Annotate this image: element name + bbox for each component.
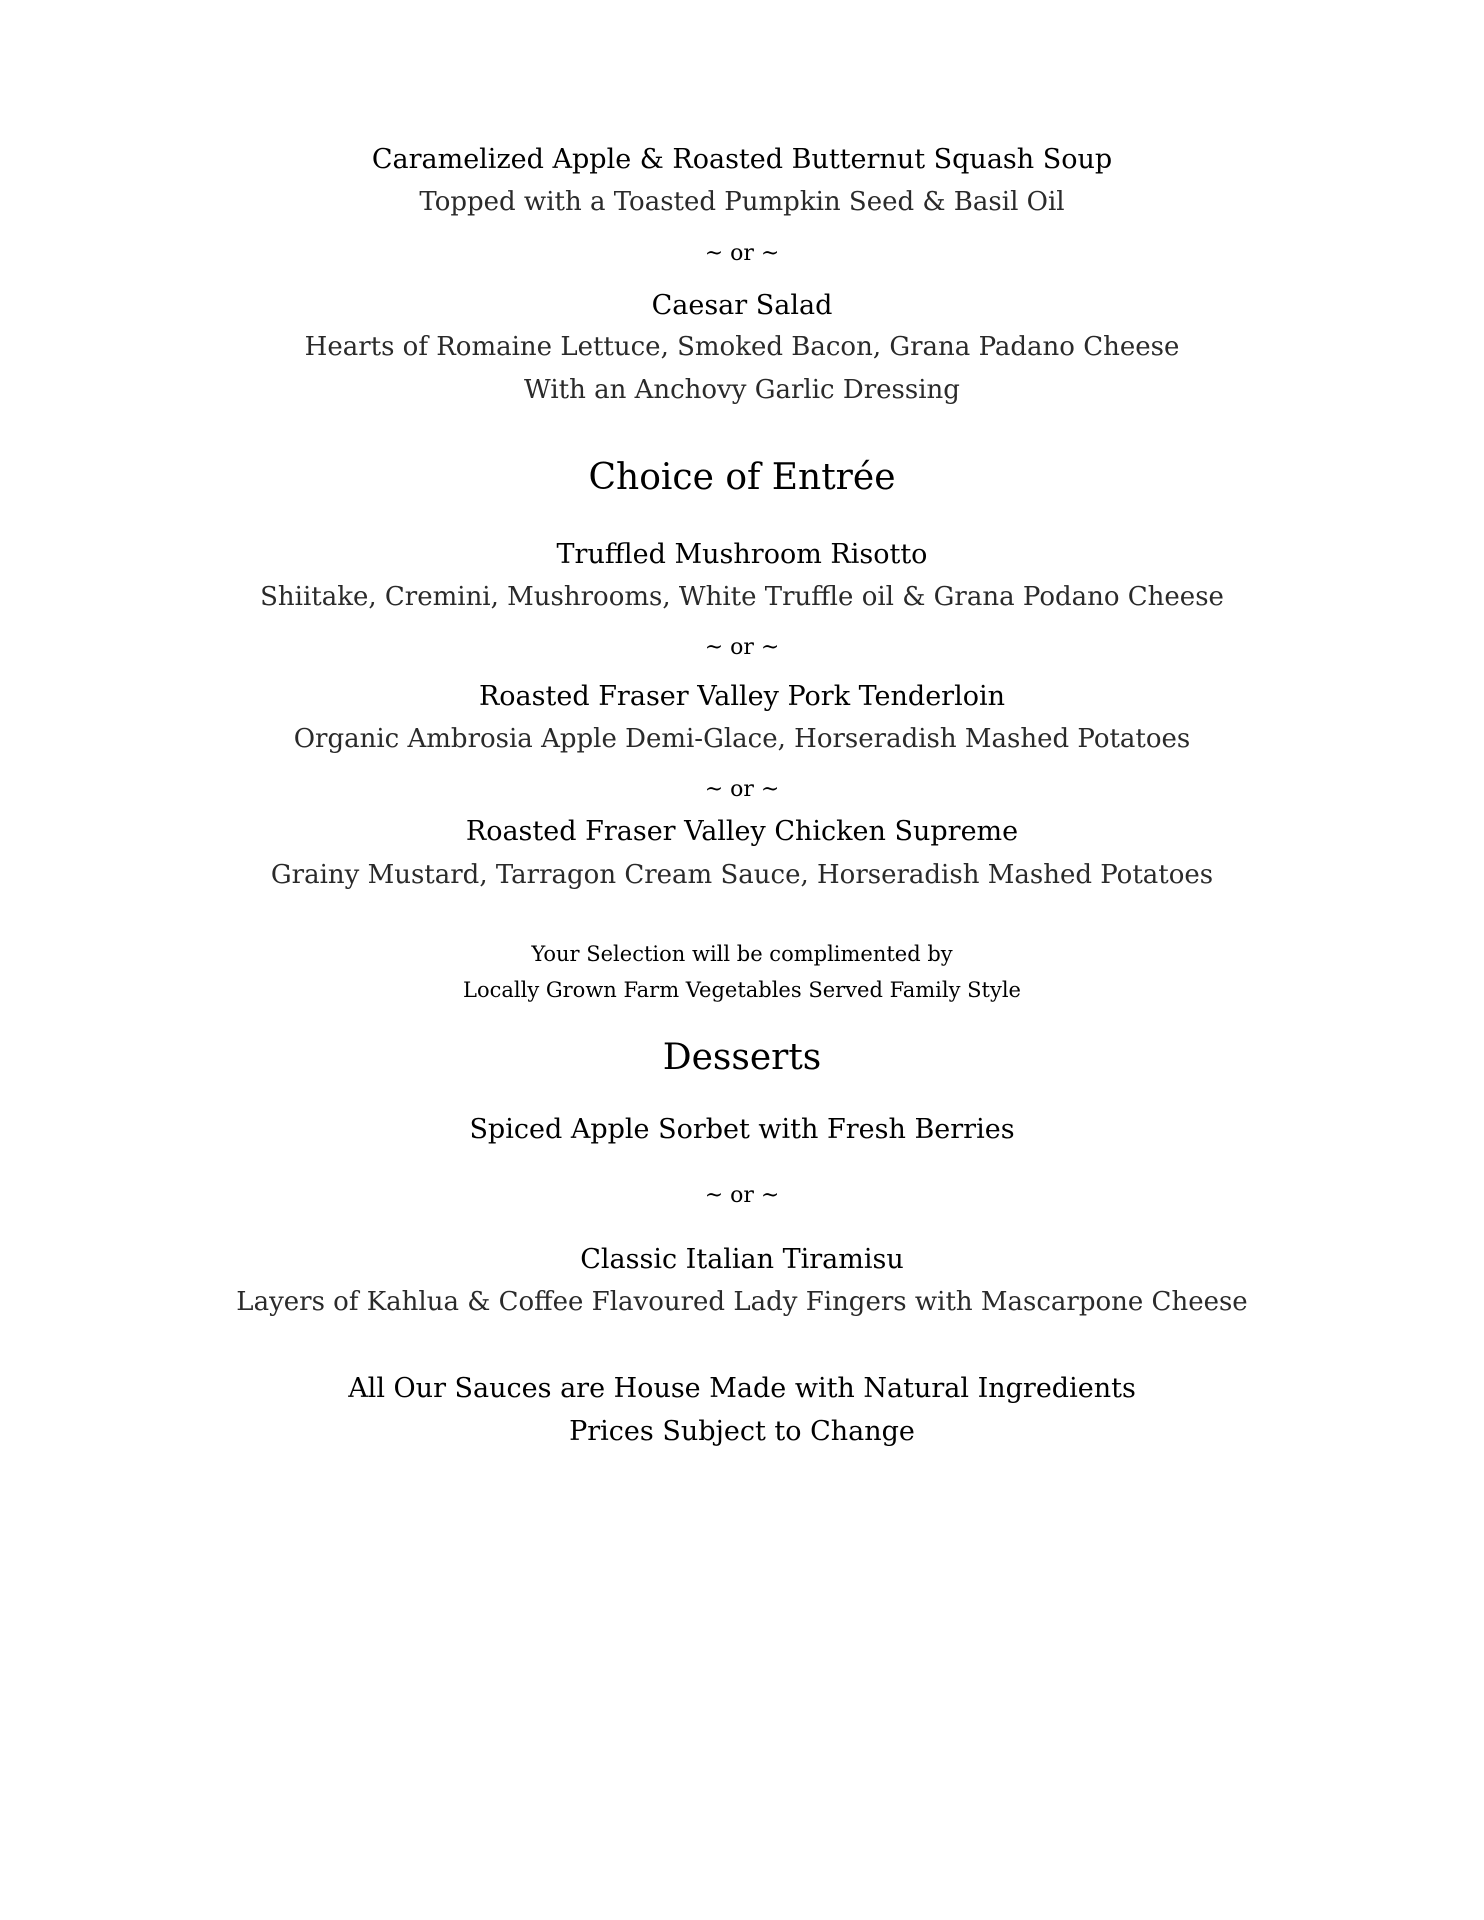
desserts-heading: Desserts xyxy=(662,1037,822,1078)
salad-description-line1: Hearts of Romaine Lettuce, Smoked Bacon, Grana Padano Cheese xyxy=(304,332,1180,362)
salad-name: Caesar Salad xyxy=(651,290,833,321)
soup-description: Topped with a Toasted Pumpkin Seed & Basil Oil xyxy=(419,187,1065,217)
salad-description-line2: With an Anchovy Garlic Dressing xyxy=(524,375,960,405)
soup-name: Caramelized Apple & Roasted Butternut Squash Soup xyxy=(371,144,1113,175)
tiramisu-description: Layers of Kahlua & Coffee Flavoured Lady Fingers with Mascarpone Cheese xyxy=(236,1287,1248,1317)
vegetables-note-line1: Your Selection will be complimented by xyxy=(531,942,953,966)
sorbet-name: Spiced Apple Sorbet with Fresh Berries xyxy=(469,1114,1015,1145)
or-separator: ~ or ~ xyxy=(704,635,780,660)
or-separator: ~ or ~ xyxy=(704,777,780,802)
entree-heading: Choice of Entrée xyxy=(588,457,896,498)
risotto-name: Truffled Mushroom Risotto xyxy=(556,539,928,570)
tiramisu-name: Classic Italian Tiramisu xyxy=(580,1244,904,1275)
footer-sauces-note: All Our Sauces are House Made with Natural Ingredients xyxy=(348,1373,1136,1404)
risotto-description: Shiitake, Cremini, Mushrooms, White Truffle oil & Grana Podano Cheese xyxy=(260,582,1224,612)
footer-prices-note: Prices Subject to Change xyxy=(569,1416,915,1447)
or-separator: ~ or ~ xyxy=(704,241,780,266)
or-separator: ~ or ~ xyxy=(704,1183,780,1208)
pork-description: Organic Ambrosia Apple Demi-Glace, Horseradish Mashed Potatoes xyxy=(293,724,1191,754)
chicken-name: Roasted Fraser Valley Chicken Supreme xyxy=(465,816,1019,847)
chicken-description: Grainy Mustard, Tarragon Cream Sauce, Horseradish Mashed Potatoes xyxy=(270,860,1214,890)
vegetables-note-line2: Locally Grown Farm Vegetables Served Family Style xyxy=(463,978,1021,1002)
pork-name: Roasted Fraser Valley Pork Tenderloin xyxy=(478,681,1006,712)
